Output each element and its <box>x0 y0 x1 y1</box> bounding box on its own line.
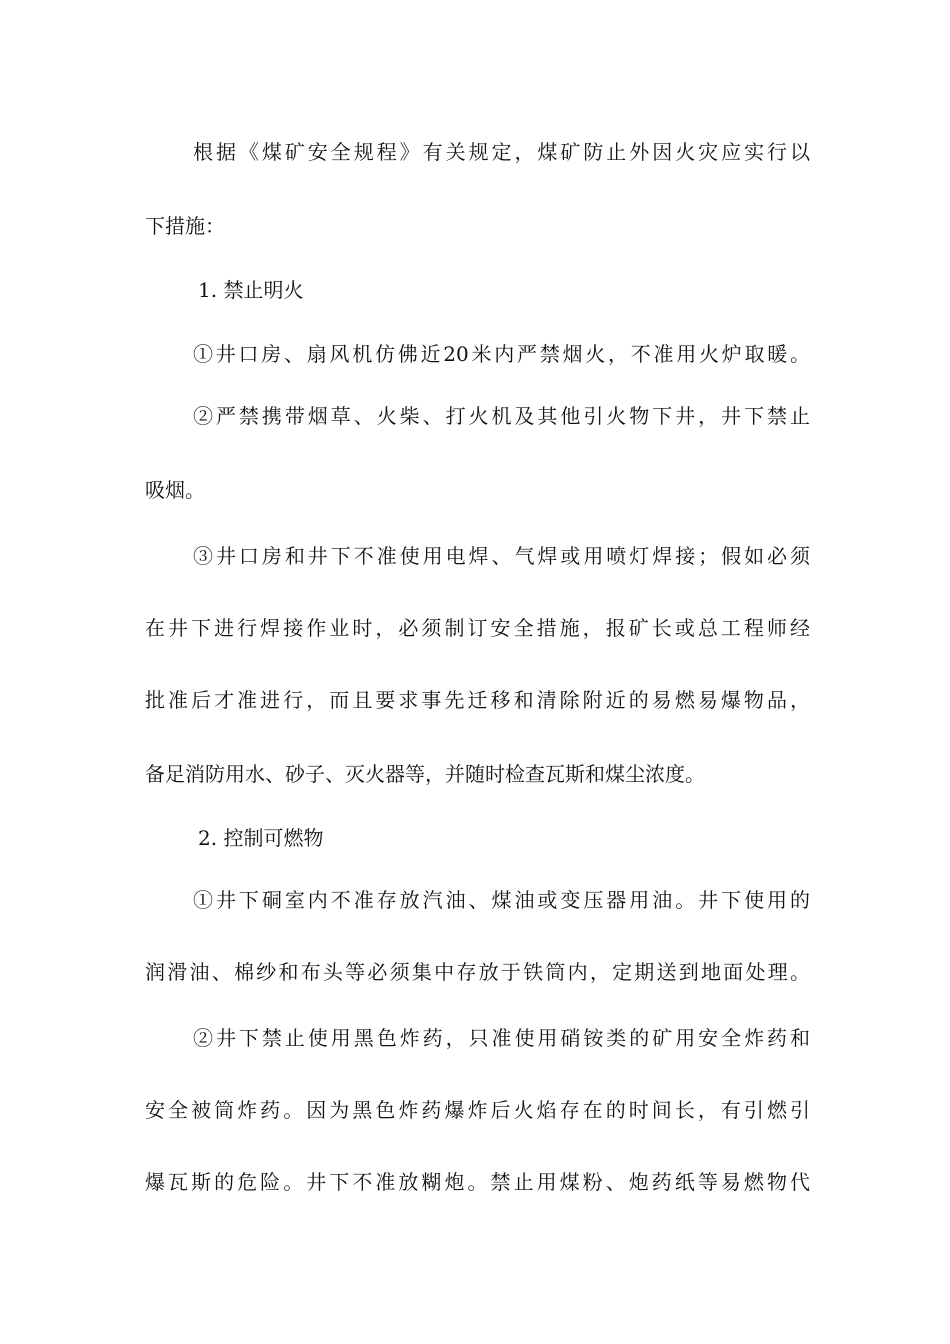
item-1-3-line-3: 批准后才准进行，而且要求事先迁移和清除附近的易燃易爆物品， <box>145 688 810 712</box>
item-2-2-line-3: 爆瓦斯的危险。井下不准放糊炮。禁止用煤粉、炮药纸等易燃物代 <box>145 1170 810 1194</box>
item-2-2-line-2: 安全被筒炸药。因为黑色炸药爆炸后火焰存在的时间长，有引燃引 <box>145 1098 810 1122</box>
section-heading-2: 2. 控制可燃物 <box>198 826 324 850</box>
item-2-2-line-1: ②井下禁止使用黑色炸药，只准使用硝铵类的矿用安全炸药和 <box>193 1026 810 1050</box>
paragraph-intro-line-1: 根据《煤矿安全规程》有关规定，煤矿防止外因火灾应实行以 <box>193 140 810 164</box>
section-heading-1: 1. 禁止明火 <box>198 278 304 302</box>
item-1-3-line-4: 备足消防用水、砂子、灭火器等，并随时检查瓦斯和煤尘浓度。 <box>145 762 705 786</box>
item-2-1-line-2: 润滑油、棉纱和布头等必须集中存放于铁筒内，定期送到地面处理。 <box>145 960 810 984</box>
item-1-3-line-2: 在井下进行焊接作业时，必须制订安全措施，报矿长或总工程师经 <box>145 616 810 640</box>
item-2-1-line-1: ①井下硐室内不准存放汽油、煤油或变压器用油。井下使用的 <box>193 888 810 912</box>
item-1-3-line-1: ③井口房和井下不准使用电焊、气焊或用喷灯焊接；假如必须 <box>193 544 810 568</box>
item-1-1-line-1: ①井口房、扇风机仿佛近20米内严禁烟火，不准用火炉取暖。 <box>193 342 810 366</box>
item-1-2-line-2: 吸烟。 <box>145 478 205 502</box>
paragraph-intro-line-2: 下措施： <box>145 214 225 238</box>
item-1-2-line-1: ②严禁携带烟草、火柴、打火机及其他引火物下井，井下禁止 <box>193 404 810 428</box>
